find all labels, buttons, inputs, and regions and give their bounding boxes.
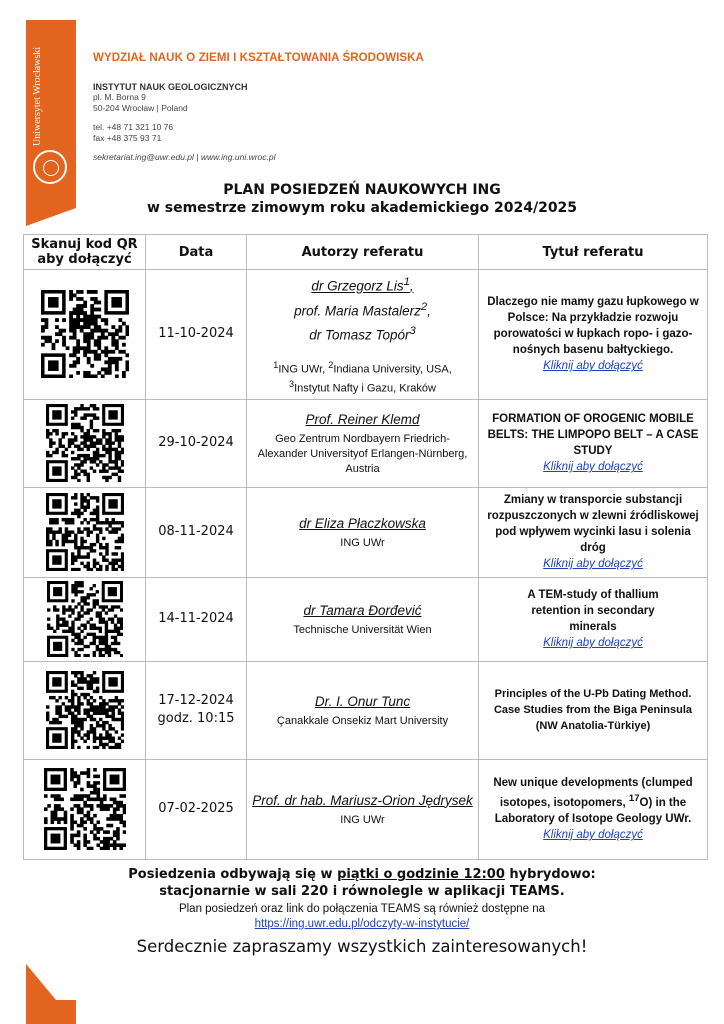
author-name	[251, 321, 474, 346]
footer-line-1c: hybrydowo:	[504, 867, 596, 882]
qr-code-icon[interactable]	[47, 581, 123, 657]
header-date: Data	[146, 235, 247, 270]
phone: tel. +48 71 321 10 76	[93, 122, 174, 132]
title-cell	[479, 661, 708, 759]
address-line-1: pl. M. Borna 9	[93, 92, 146, 102]
date-cell	[146, 487, 247, 577]
date-cell	[146, 270, 247, 400]
institute-name: INSTYTUT NAUK GEOLOGICZNYCH	[93, 82, 248, 92]
authors-cell	[247, 270, 479, 400]
title-line-1: PLAN POSIEDZEŃ NAUKOWYCH ING	[223, 182, 501, 198]
university-seal-icon	[33, 150, 67, 184]
title-cell	[479, 270, 708, 400]
affil-num-2: 2	[328, 359, 334, 370]
seminar-title	[483, 775, 703, 827]
title-cell	[479, 487, 708, 577]
header-qr: Skanuj kod QR aby dołączyć	[24, 235, 146, 270]
date-cell	[146, 577, 247, 661]
qr-cell	[24, 270, 146, 400]
join-link[interactable]: Kliknij aby dołączyć	[543, 637, 643, 650]
seminar-title: A TEM-study of thallium retention in secondary minerals	[527, 589, 659, 634]
seminar-time: godz. 10:15	[157, 711, 235, 727]
author-3: dr Tomasz Topór	[309, 327, 410, 343]
author-name: Prof. Reiner Klemd	[305, 411, 420, 427]
footer-url-link[interactable]: https://ing.uwr.edu.pl/odczyty-w-instytucie/	[254, 918, 470, 930]
title-cell	[479, 399, 708, 487]
corner-decoration-base	[26, 1000, 76, 1024]
seminar-title: FORMATION OF OROGENIC MOBILE BELTS: THE LIMPOPO BELT – A CASE STUDY	[487, 413, 699, 458]
title-part-2: O) in the Laboratory of Isotope Geology UWr.	[494, 797, 692, 826]
seminar-date: 29-10-2024	[158, 435, 234, 451]
author-2-sup: 2	[420, 300, 428, 313]
seminar-title: Dlaczego nie mamy gazu łupkowego w Polsce: Na przykładzie rozwoju porowatości w łupkach ropo- i gazo-nośnych basenu bałtyckiego.	[487, 296, 699, 357]
author-name: prof. Maria Mastalerz$^2$,	[294, 300, 431, 318]
author-name: dr Eliza Płaczkowska	[299, 515, 426, 531]
title-part-1: New unique developments (clumped isotopes, isotopomers,	[493, 777, 693, 810]
authors-cell	[247, 487, 479, 577]
title-line-2: w semestrze zimowym roku akademickiego 2024/2025	[146, 200, 578, 216]
seminar-date: 14-11-2024	[158, 611, 234, 627]
schedule-table	[23, 234, 708, 860]
qr-cell	[24, 399, 146, 487]
author-3-sup: 3	[409, 325, 416, 337]
university-brand-bar	[26, 20, 76, 208]
fax: fax +48 375 93 71	[93, 133, 162, 143]
letterhead	[93, 52, 424, 162]
footer	[0, 866, 724, 958]
title-cell	[479, 759, 708, 859]
author-2: prof. Maria Mastalerz	[294, 303, 421, 318]
qr-code-icon[interactable]	[44, 768, 126, 850]
affil-num-3: 3	[289, 379, 295, 390]
qr-cell	[24, 759, 146, 859]
qr-code-icon[interactable]	[46, 404, 124, 482]
email-website: sekretariat.ing@uwr.edu.pl | www.ing.uni.wroc.pl	[93, 152, 276, 162]
affil-text-3: Instytut Nafty i Gazu, Kraków	[294, 382, 436, 395]
table-row	[24, 270, 708, 400]
author-1-sup: 1	[403, 276, 410, 288]
footer-line-1b: piątki o godzinie 12:00	[337, 867, 505, 882]
header-authors: Autorzy referatu	[247, 235, 479, 270]
table-row	[24, 661, 708, 759]
join-link[interactable]: Kliknij aby dołączyć	[543, 558, 643, 571]
date-cell	[146, 759, 247, 859]
author-1: dr Grzegorz Lis	[311, 278, 404, 294]
affiliation: ING UWr	[340, 813, 385, 826]
faculty-name: WYDZIAŁ NAUK O ZIEMI I KSZTAŁTOWANIA ŚRODOWISKA	[93, 52, 424, 64]
qr-code-icon[interactable]	[46, 493, 124, 571]
author-name: Prof. dr hab. Mariusz-Orion Jędrysek	[252, 792, 473, 808]
seminar-date: 11-10-2024	[158, 326, 234, 342]
date-cell	[146, 399, 247, 487]
footer-line-3: Plan posiedzeń oraz link do połączenia TEAMS są również dostępne na	[178, 903, 546, 915]
affil-text-2: Indiana University, USA,	[333, 363, 452, 376]
author-name: Dr. I. Onur Tunc	[314, 693, 411, 709]
affiliation: Geo Zentrum Nordbayern Friedrich-Alexander Universityof Erlangen-Nürnberg, Austria	[257, 432, 468, 475]
join-link[interactable]: Kliknij aby dołączyć	[543, 360, 643, 373]
join-link[interactable]: Kliknij aby dołączyć	[543, 829, 643, 842]
affiliation	[251, 358, 474, 397]
authors-cell	[247, 399, 479, 487]
affil-num-1: 1	[273, 359, 279, 370]
invitation: Serdecznie zapraszamy wszystkich zainteresowanych!	[136, 937, 588, 956]
affiliation: Çanakkale Onsekiz Mart University	[276, 714, 449, 727]
table-row	[24, 399, 708, 487]
authors-cell	[247, 661, 479, 759]
document-title	[0, 181, 724, 217]
footer-line-2: stacjonarnie w sali 220 i równolegle w aplikacji TEAMS.	[159, 884, 565, 899]
title-cell	[479, 577, 708, 661]
university-name: Uniwersytet Wrocławski	[32, 46, 43, 146]
author-name: dr Grzegorz Lis$^1$,	[311, 276, 414, 294]
qr-cell	[24, 577, 146, 661]
join-link[interactable]: Kliknij aby dołączyć	[543, 461, 643, 474]
seminar-date: 07-02-2025	[158, 801, 234, 817]
seminar-date: 08-11-2024	[158, 524, 234, 540]
authors-cell	[247, 759, 479, 859]
qr-code-icon[interactable]	[41, 290, 129, 378]
seminar-title: Zmiany w transporcie substancji rozpuszczonych w zlewni źródliskowej pod wpływem wycinki lasu i solenia dróg	[487, 494, 699, 555]
address-line-2: 50-204 Wrocław | Poland	[93, 103, 188, 113]
qr-cell	[24, 487, 146, 577]
table-header-row	[24, 235, 708, 270]
affiliation: ING UWr	[340, 536, 385, 549]
qr-cell	[24, 661, 146, 759]
header-title: Tytuł referatu	[479, 235, 708, 270]
title-sup: 17	[628, 793, 640, 805]
affil-text-1: ING UWr,	[278, 363, 329, 376]
author-name: dr Tamara Đorđević	[303, 602, 422, 618]
table-row	[24, 759, 708, 859]
seminar-date: 17-12-2024	[158, 693, 234, 709]
table-row	[24, 577, 708, 661]
footer-line-1	[0, 866, 724, 883]
table-row	[24, 487, 708, 577]
seminar-title: Principles of the U-Pb Dating Method. Case Studies from the Biga Peninsula (NW Anatolia-Türkiye)	[493, 688, 693, 733]
qr-code-icon[interactable]	[46, 671, 124, 749]
footer-line-1a: Posiedzenia odbywają się w	[128, 867, 338, 882]
date-cell	[146, 661, 247, 759]
authors-cell	[247, 577, 479, 661]
affiliation: Technische Universität Wien	[293, 623, 432, 636]
